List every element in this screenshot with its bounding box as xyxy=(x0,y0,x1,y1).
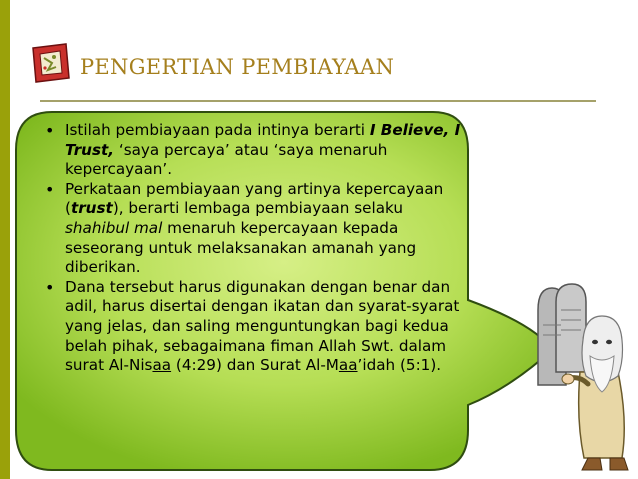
bullet-item xyxy=(44,180,464,278)
bullet-item xyxy=(44,121,464,180)
bullet-emphasis: trust xyxy=(70,199,113,218)
prophet-with-tablets-icon xyxy=(530,280,630,475)
bullet-text: (4:29) dan Surat Al-M xyxy=(171,356,339,375)
bullet-text: Perkataan pembiayaan yang artinya kepercayaan ( xyxy=(65,179,444,218)
slide-title: PENGERTIAN PEMBIAYAAN xyxy=(80,55,395,79)
bullet-text: ’idah (5:1). xyxy=(357,356,442,375)
bullet-text: menaruh kepercayaan kepada seseorang untuk melaksanakan amanah yang diberikan. xyxy=(65,218,417,277)
bullet-text: ‘saya percaya’ atau ‘saya menaruh kepercayaan’. xyxy=(65,140,388,179)
bullet-text: ), berarti lembaga pembiayaan selaku xyxy=(112,199,403,218)
bullet-list xyxy=(44,121,464,376)
bullet-text: Dana tersebut harus digunakan dengan benar dan adil, harus disertai dengan ikatan dan syarat-syarat yang jelas, dan saling menguntungkan bagi kedua belah pihak, sebagaimana fiman Allah Swt. dalam surat Al-Nis xyxy=(65,277,460,375)
bullet-item xyxy=(44,278,464,376)
bullet-text: Istilah pembiayaan pada intinya berarti xyxy=(65,121,370,139)
bullet-underline: aa xyxy=(152,356,172,375)
bullet-emphasis: I Believe, I Trust, xyxy=(65,121,461,159)
bullet-italic: shahibul mal xyxy=(65,218,163,237)
bullet-underline: aa xyxy=(338,356,358,375)
